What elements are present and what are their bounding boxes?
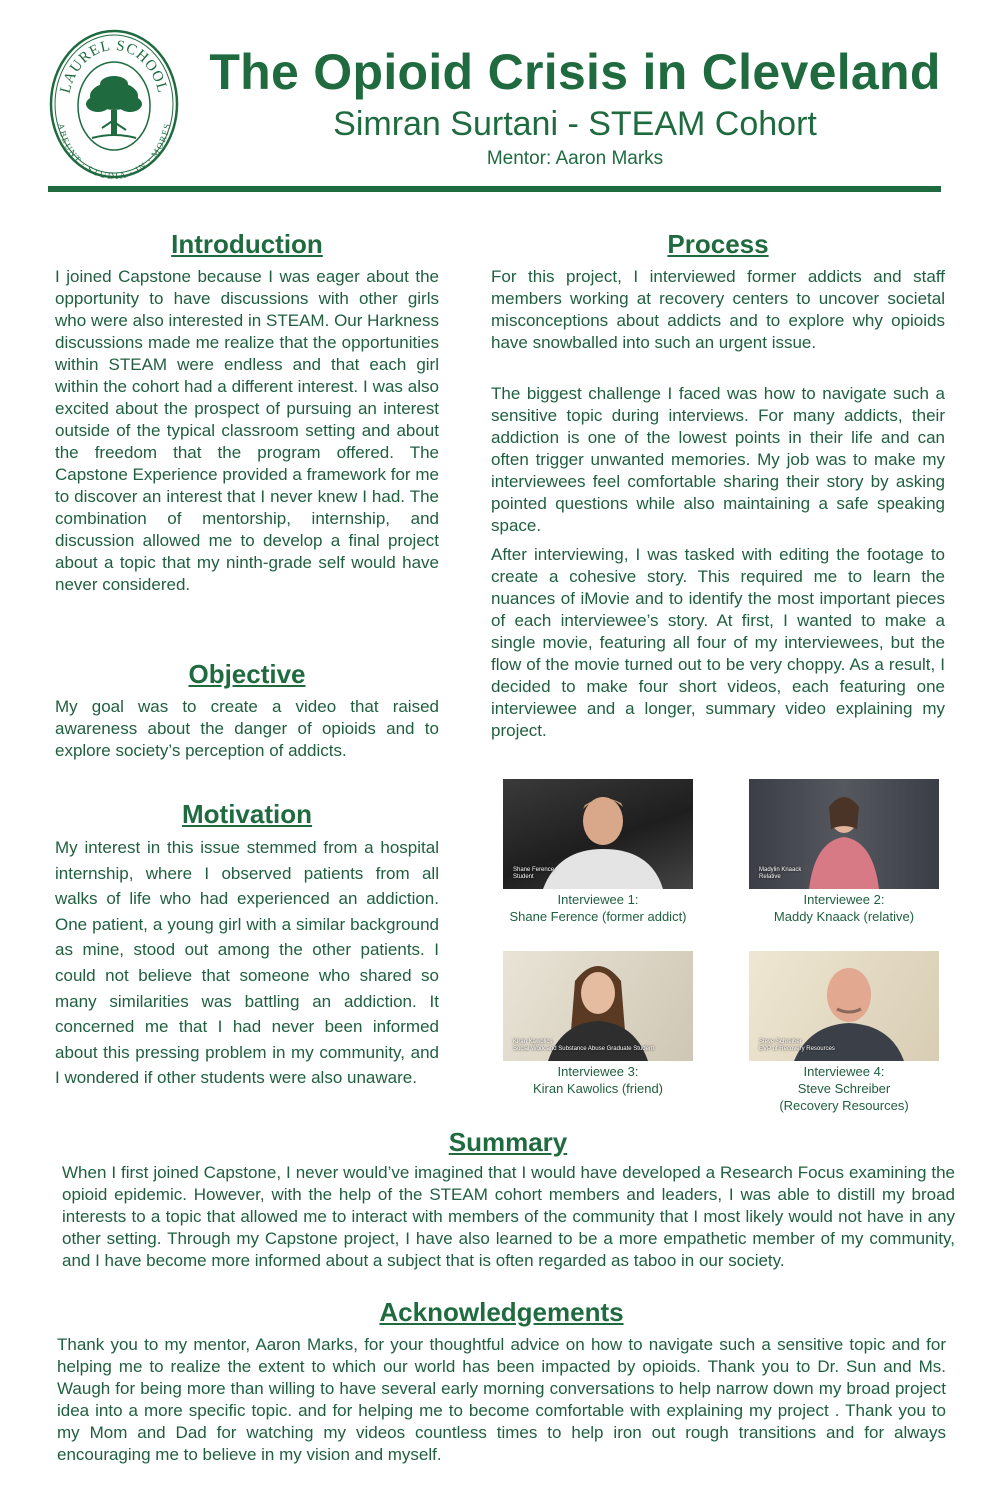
poster-title: The Opioid Crisis in Cleveland xyxy=(209,44,941,100)
interviewee-2-lower-role: Relative xyxy=(759,874,781,880)
objective-heading: Objective xyxy=(188,659,306,689)
interviewee-1-lower-role: Student xyxy=(513,874,534,880)
interviewee-4-lower-role: EVP of Recovery Resources xyxy=(759,1046,835,1052)
interviewee-3-label: Interviewee 3: xyxy=(557,1064,639,1079)
interviewee-2-caption xyxy=(734,891,954,925)
poster-subtitle: Simran Surtani - STEAM Cohort xyxy=(333,105,817,143)
interviewee-1-name: Shane Ference (former addict) xyxy=(509,909,687,924)
acknowledgements-text: Thank you to my mentor, Aaron Marks, for your thoughtful advice on how to navigate such a sensitive topic and for helping me to realize the extent to which our world has been impacted by opioids. Thank you to Dr. Sun and Ms. Waugh for being more than willing to have several early morning conversations to help narrow down my broad project idea into a more specific topic. and for helping me to become comfortable with explaining my project . Thank you to my Mom and Dad for watching my videos countless times to help iron out rough transitions and for always encouraging me to believe in my vision and myself. xyxy=(57,1335,946,1464)
interviewee-4-label: Interviewee 4: xyxy=(803,1064,885,1079)
introduction-text: I joined Capstone because I was eager about the opportunity to have discussions with other girls who were also interested in STEAM. Our Harkness discussions made me realize that the opportunities within STEAM were endless and that each girl within the cohort had a different interest. I was also excited about the prospect of pursuing an interest outside of the typical classroom setting and about the freedom that the program offered. The Capstone Experience provided a framework for me to discover an interest that I never knew I had. The combination of mentorship, internship, and discussion allowed me to develop a final project about a topic that my ninth-grade self would have never considered. xyxy=(55,267,439,594)
acknowledgements-heading: Acknowledgements xyxy=(379,1297,624,1327)
interviewee-2-photo xyxy=(749,779,939,889)
interviewee-4-lower-name: Steve Schreiber xyxy=(759,1039,802,1045)
interviewee-3-name: Kiran Kawolics (friend) xyxy=(532,1081,664,1096)
interviewee-1-lower-name: Shane Ference xyxy=(513,867,555,873)
interviewee-1-caption xyxy=(488,891,708,925)
interviewee-4-caption xyxy=(734,1063,954,1114)
motivation-text: My interest in this issue stemmed from a hospital internship, where I observed patients from all walks of life who had experienced an addiction. One patient, a young girl with a similar background as mine, stood out among the other patients. I could not believe that someone who shared so many similarities was battling an addiction. It concerned me that I had never been informed about this pressing problem in my community, and I wondered if other students were also unaware. xyxy=(55,838,439,1088)
process-paragraph-3: After interviewing, I was tasked with editing the footage to create a cohesive story. This required me to learn the nuances of iMovie and to identify the most important pieces of each interviewee’s story. At first, I wanted to make a single movie, featuring all four of my interviewees, but the flow of the movie turned out to be very choppy. As a result, I decided to make four short videos, each featuring one interviewee and a longer, summary video explaining my project. xyxy=(491,545,945,740)
interviewee-3-caption xyxy=(488,1063,708,1097)
summary-text: When I first joined Capstone, I never would’ve imagined that I would have developed a Research Focus examining the opioid epidemic. However, with the help of the STEAM cohort members and leaders, I was able to distill my broad interests to a topic that allowed me to interact with members of the community that I most likely would not have in any other setting. Through my Capstone project, I have also learned to be a more empathetic member of my community, and I have become more informed about a subject that is often regarded as taboo in our society. xyxy=(62,1163,955,1270)
process-paragraph-2: The biggest challenge I faced was how to navigate such a sensitive topic during interviews. For many addicts, their addiction is one of the lowest points in their life and can often trigger unwanted memories. My job was to make my interviewees feel comfortable sharing their story by asking pointed questions while also maintaining a safe speaking space. xyxy=(491,384,945,535)
interviewee-1-label: Interviewee 1: xyxy=(557,892,639,907)
seal-bottom-text: ABEUNT · STUDIA · IN · MORES xyxy=(55,122,173,180)
interviewee-3-lower-name: Kiran Kawolics xyxy=(513,1039,553,1045)
process-paragraph-1: For this project, I interviewed former addicts and staff members working at recovery centers to uncover societal misconceptions about addicts and to explore why opioids have snowballed into such an urgent issue. xyxy=(491,267,945,352)
interviewee-2-label: Interviewee 2: xyxy=(803,892,885,907)
interviewee-3-lower-role: Social Work and Substance Abuse Graduate Student xyxy=(513,1046,654,1052)
laurel-tree-icon xyxy=(48,28,180,180)
process-heading: Process xyxy=(667,229,769,259)
introduction-heading: Introduction xyxy=(171,229,323,259)
interviewee-2-name: Maddy Knaack (relative) xyxy=(773,909,915,924)
interviewee-3-photo xyxy=(503,951,693,1061)
seal-top-text: LAUREL SCHOOL xyxy=(57,37,171,96)
summary-heading: Summary xyxy=(448,1127,568,1157)
interviewee-4-photo xyxy=(749,951,939,1061)
mentor-line: Mentor: Aaron Marks xyxy=(486,148,664,169)
interviewee-4-name: Steve Schreiber xyxy=(797,1081,891,1096)
school-seal xyxy=(48,28,180,180)
interviewee-2-lower-name: Madylin Knaack xyxy=(759,867,802,873)
motivation-heading: Motivation xyxy=(182,799,312,829)
header-divider xyxy=(48,186,941,192)
interviewee-4-org: (Recovery Resources) xyxy=(779,1098,909,1113)
objective-text: My goal was to create a video that raised awareness about the danger of opioids and to explore society’s perception of addicts. xyxy=(55,697,439,760)
interviewee-1-photo xyxy=(503,779,693,889)
